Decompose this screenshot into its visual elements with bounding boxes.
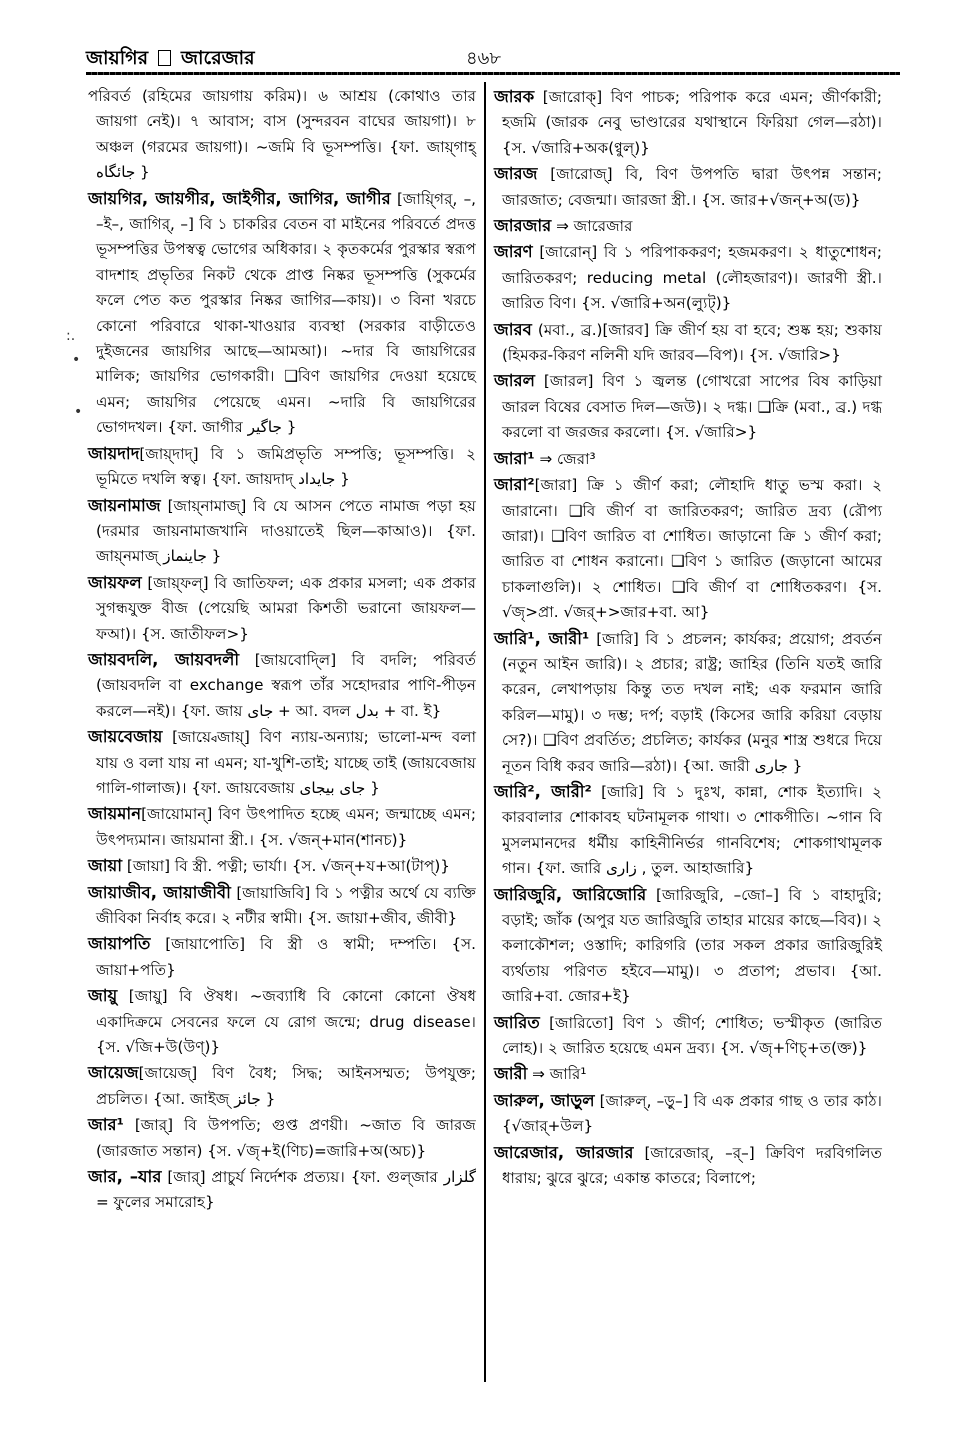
definition-text: [জায়বোদ্লি] বি বদলি; পরিবর্ত (জায়বদলি বা exchange স্বরূপ তাঁর সহোদরার পাণি-পীড়ন করলে—নই)। {ফা. জায় جای + আ. বদল بدل + বা. ই} [96,650,476,720]
headword: জারণ [494,242,533,262]
definition-text: [জায়্দাদ্] বি ১ জমিপ্রভৃতি সম্পত্তি; ভূসম্পত্তি। ২ ভূমিতে দখলি স্বত্ব। {ফা. জায়দাদ্ جايداد } [96,444,476,489]
headword: জায়বদলি, জায়বদলী [88,649,240,669]
definition-text: [জারা] ক্রি ১ জীর্ণ করা; লৌহাদি ধাতু ভস্ম করা। ২ জারানো। ❑বি জীর্ণ বা জারিতকরণ; জারিত দ্রব্য (রৌপ্য জারা)। ❑বিণ জারিত বা শোধিত। জাড়ানো ক্রি ১ জীর্ণ করা; জারিত বা শোধন করানো। ❑বিণ ১ জারিত (জড়ানো আমের চাকলাগুলি)। ২ শোধিত। ❑বি জীর্ণ বা শোধিতকরণ। {স. √জৃ>প্রা. √জর্+>জার+বা. আ} [502,476,882,622]
definition-text: [জায়াজিবি] বি ১ পত্নীর অর্থে যে ব্যক্তি জীবিকা নির্বাহ করে। ২ নটীর স্বামী। {স. জায়া+জীব, জীবী} [96,883,476,927]
dictionary-entry [88,186,476,441]
dictionary-entry [88,880,476,932]
first-guide-word: জায়গির [86,47,149,69]
definition-text: [জারোক্] বিণ পাচক; পরিপাক করে এমন; জীর্ণকারী; হজমি (জারক নেবু ভাণ্ডারের যথাস্থানে ফিরিয়া গেল—রঠা)। {স. √জারি+অক(ণ্বুল্)} [502,88,882,157]
headword: জারুল, জাড়ুল [494,1090,595,1110]
headword: জায়মান [88,804,142,824]
dictionary-entry [494,882,882,1010]
definition-text: [জায়ু] বি ঔষধ। ~জব্যাধি বি কোনো কোনো ঔষধ একাদিক্রমে সেবনের ফলে যে রোগ জন্মে; drug disease। {স. √জি+উ(উণ্)} [96,987,476,1057]
definition-text: [জারোজ্] বি, বিণ উপপতি দ্বারা উৎপন্ন সন্তান; জারজাত; বেজন্মা। জারজা স্ত্রী.। {স. জার+√জন্+অ(ড)} [502,165,882,209]
headword: জায়েজ [88,1063,139,1083]
page-number: ৪৬৮ [466,48,502,69]
headword: জারি¹, জারী¹ [494,628,590,648]
headword: জারিজুরি, জারিজোরি [494,884,647,904]
definition-text: [জায়েজ্] বিণ বৈধ; সিদ্ধ; আইনসম্মত; উপযুক্ত; প্রচলিত। {আ. জাইজ্ جائز } [96,1064,476,1108]
definition-text: [জায়্গির্, –, –ই–, জাগির্, –] বি ১ চাকরির বেতন বা মাইনের পরিবর্তে প্রদত্ত ভূসম্পত্তির উপস্বত্ব ভোগের অধিকার। ২ কৃতকর্মের পুরস্কার স্বরূপ বাদশাহ প্রভৃতির নিকট থেকে প্রাপ্ত নিষ্কর ভূসম্পত্তি (সুকর্মের ফলে পেত কত পুরস্কার নিষ্কর জাগির—কায়)। ৩ বিনা খরচে কোনো পরিবারে থাকা-খাওয়ার ব্যবস্থা (সরকার বাড়ীতেও দুইজনের জায়গির আছে—আমআ)। ~দার বি জায়গিরের মালিক; জায়গির ভোগকারী। ❑বিণ জায়গির দেওয়া হয়েছে এমন; জায়গির পেয়েছে এমন। ~দারি বি জায়গিরের ভোগদখল। {ফা. জাগীর جاگیر } [96,189,476,437]
dictionary-entry [494,626,882,779]
headword: জারক [494,87,535,106]
margin-mark: • [72,352,81,368]
definition-text: [জায়োমান্] বিণ উৎপাদিত হচ্ছে এমন; জন্মাচ্ছে এমন; উৎপদ্যমান। জায়মানা স্ত্রী.। {স. √জন্+মান(শানচ)} [96,805,476,849]
headword: জায়ু [88,986,118,1006]
headword: জায়া [88,856,123,876]
headword: জারা² [494,475,535,495]
dictionary-entry [494,1010,882,1062]
headword: জায়নামাজ [88,495,161,515]
definition-text: [জারুল্, –ড়ু–] বি এক প্রকার গাছ ও তার কাঠ। {√জার্+উল} [502,1091,882,1136]
definition-text: ⇒ জেরা³ [534,449,596,468]
dictionary-entry [494,213,882,239]
dictionary-entry [88,84,476,186]
definition-text: [জারি] বি ১ দুঃখ, কান্না, শোক ইত্যাদি। ২ কারবালার শোকাবহ ঘটনামূলক গাথা। ৩ শোকগীতি। ~গান বি মুসলমানদের ধর্মীয় কাহিনীনির্ভর গানবিশেষ; শোকগাথামূলক গান। {ফা. জারি زاری , তুল. আহাজারি} [502,782,882,878]
headword: জারজ [494,164,538,184]
headword: জারব [494,319,532,339]
dictionary-entry [88,1060,476,1112]
margin-mark: • [74,404,83,420]
definition-text: পরিবর্ত (রহিমের জায়গায় করিম)। ৬ আশ্রয় (কোথাও তার জায়গা নেই)। ৭ আবাস; বাস (সুন্দরবন বাঘের জায়গা)। ৮ অঞ্চল (গরমের জায়গা)। ~জমি বি ভূসম্পত্তি। {ফা. জায়্গাহ্ جائگاه } [88,87,476,182]
left-column [88,84,476,1216]
dictionary-entry [88,1112,476,1164]
headword: জায়বেজায় [88,727,163,747]
definition-text: [জারি] বি ১ প্রচলন; কার্যকর; প্রয়োগ; প্রবর্তন (নতুন আইন জারি)। ২ প্রচার; রাষ্ট্র; জাহির (তিনি যতই জারি করেন, লেখাপড়ায় কিন্তু তত দখল নাই; এক ফরমান জারি করিল—মামু)। ৩ দম্ভ; দর্প; বড়াই (কিসের জারি করিয়া বেড়ায় সে?)। ❑বিণ প্রবর্তিত; প্রচলিত; কার্যকর (মনুর শাস্ত্র শুধরে দিয়ে নূতন বিধি করব জারি—রঠা)। {আ. জারী جاری } [502,629,882,775]
definition-text: [জার্] প্রাচুর্য নির্দেশক প্রত্যয়। {ফা. গুল্জার گلزار = ফুলের সমারোহ} [96,1168,476,1212]
definition-text: [জারিতো] বিণ ১ জীর্ণ; শোধিত; ভস্মীকৃত (জারিত লোহ)। ২ জারিত হয়েছে এমন দ্রব্য। {স. √জৃ+ণিচ্+ত(ক্ত)} [502,1013,882,1058]
dictionary-entry [88,647,476,724]
headword: জারি², জারী² [494,781,592,801]
dictionary-entry [494,239,882,316]
definition-text: [জারিজুরি, –জো–] বি ১ বাহাদুরি; বড়াই; জাঁক (অপুর যত জারিজুরি তাহার মায়ের কাছে—বিব)। ২ কলাকৌশল; ওস্তাদি; কারিগরি (তার সকল প্রকার জারিজুরিই ব্যর্থতায় পরিণত হইবে—মামু)। ৩ প্রতাপ; প্রভাব। {আ. জারি+বা. জোর+ই} [502,885,883,1006]
right-column [494,84,882,1191]
dictionary-entry [88,853,476,879]
dictionary-entry [494,317,882,369]
definition-text: ⇒ জারেজার [551,217,633,236]
dictionary-entry [494,446,882,472]
headword: জারেজার, জারজার [494,1142,634,1162]
dictionary-entry [88,983,476,1060]
dictionary-entry [88,801,476,853]
dictionary-entry [494,161,882,213]
header-rule [86,72,900,75]
headword: জায়ফল [88,572,142,592]
headword: জারজার [494,216,552,236]
headword: জারা¹ [494,448,535,468]
dictionary-entry [88,493,476,570]
column-divider [484,82,486,1382]
definition-text: [জায়্ফল্] বি জাতিফল; এক প্রকার মসলা; এক প্রকার সুগন্ধযুক্ত বীজ (পেয়েছি আমরা কিশতী ভরানো জায়ফল—ফআ)। {স. জাতীফল>} [96,573,476,643]
headword: জায়াজীব, জায়াজীবী [88,882,231,902]
dictionary-entry [494,779,882,882]
definition-text: [জারেজার্, –র্–] ক্রিবিণ দরবিগলিত ধারায়; ঝুরে ঝুরে; একান্ত কাতরে; বিলাপে; [502,1143,882,1188]
definition-text: [জায়্নামাজ্] বি যে আসন পেতে নামাজ পড়া হয় (দরমার জায়নামাজখানি দাওয়াতেই ছিল—কাআও)। {ফা. জায়্নমাজ্ جاینماز } [96,496,476,566]
definition-text: (মবা., ব্র.)[জারব] ক্রি জীর্ণ হয় বা হবে; শুষ্ক হয়; শুকায় (হিমকর-কিরণ নলিনী যদি জারব—বিপ)। {স. √জারি>} [502,320,882,365]
dictionary-entry [88,570,476,647]
dictionary-entry [494,472,882,625]
headword: জারল [494,371,535,391]
headword: জায়দাদ [88,443,140,463]
definition-text: [জায়্বেজায়্] বিণ ন্যায়-অন্যায়; ভালো-মন্দ বলা যায় ও বলা যায় না এমন; যা-খুশি-তাই; যাচ্ছে তাই (জায়বেজায় গালি-গালাজ)। {ফা. জায়বেজায় جای بیجای } [96,728,476,797]
headword: জার, –যার [88,1167,162,1187]
definition-text: [জারোন্] বি ১ পরিপাককরণ; হজমকরণ। ২ ধাতুশোধন; জারিতকরণ; reducing metal (লৌহজারণ)। জারণী স্ত্রী.। জারিত বিণ। {স. √জারি+অন(ল্যুট্)} [502,243,882,313]
definition-text: ⇒ জারি¹ [527,1065,587,1084]
headword: জারিত [494,1012,540,1032]
dictionary-entry [88,931,476,983]
definition-text: [জারল] বিণ ১ জ্বলন্ত (গোখরো সাপের বিষ কাড়িয়া জারল বিষের বেসাত দিল—জউ)। ২ দগ্ধ। ❑ক্রি (মবা., ব্র.) দগ্ধ করলো বা জরজর করলো। {স. √জারি>} [502,372,882,442]
definition-text: [জায়া] বি স্ত্রী. পত্নী; ভার্যা। {স. √জন্+য+আ(টাপ্)} [122,857,450,876]
dictionary-entry [494,1140,882,1192]
headword: জারী [494,1064,528,1084]
definition-text: [জায়াপোতি] বি স্ত্রী ও স্বামী; দম্পতি। {স. জায়া+পতি} [96,935,476,979]
definition-text: [জার্] বি উপপতি; গুপ্ত প্রণয়ী। ~জাত বি জারজ (জারজাত সন্তান) {স. √জৃ+ই(ণিচ)=জারি+অ(অচ)} [96,1116,476,1160]
dictionary-entry [88,724,476,801]
dictionary-entry [494,368,882,445]
page-header [86,44,900,74]
dictionary-entry [494,1088,882,1140]
dictionary-entry [88,441,476,493]
separator-box-icon [158,50,171,66]
last-guide-word: জারেজার [181,47,255,69]
headword: জায়াপতি [88,934,151,954]
dictionary-entry [494,84,882,161]
headword: জার¹ [88,1115,124,1135]
headword: জায়গির, জায়গীর, জাইগীর, জাগির, জাগীর [88,188,391,208]
dictionary-entry [88,1164,476,1216]
dictionary-entry [494,1061,882,1087]
margin-mark: :. [66,328,76,344]
